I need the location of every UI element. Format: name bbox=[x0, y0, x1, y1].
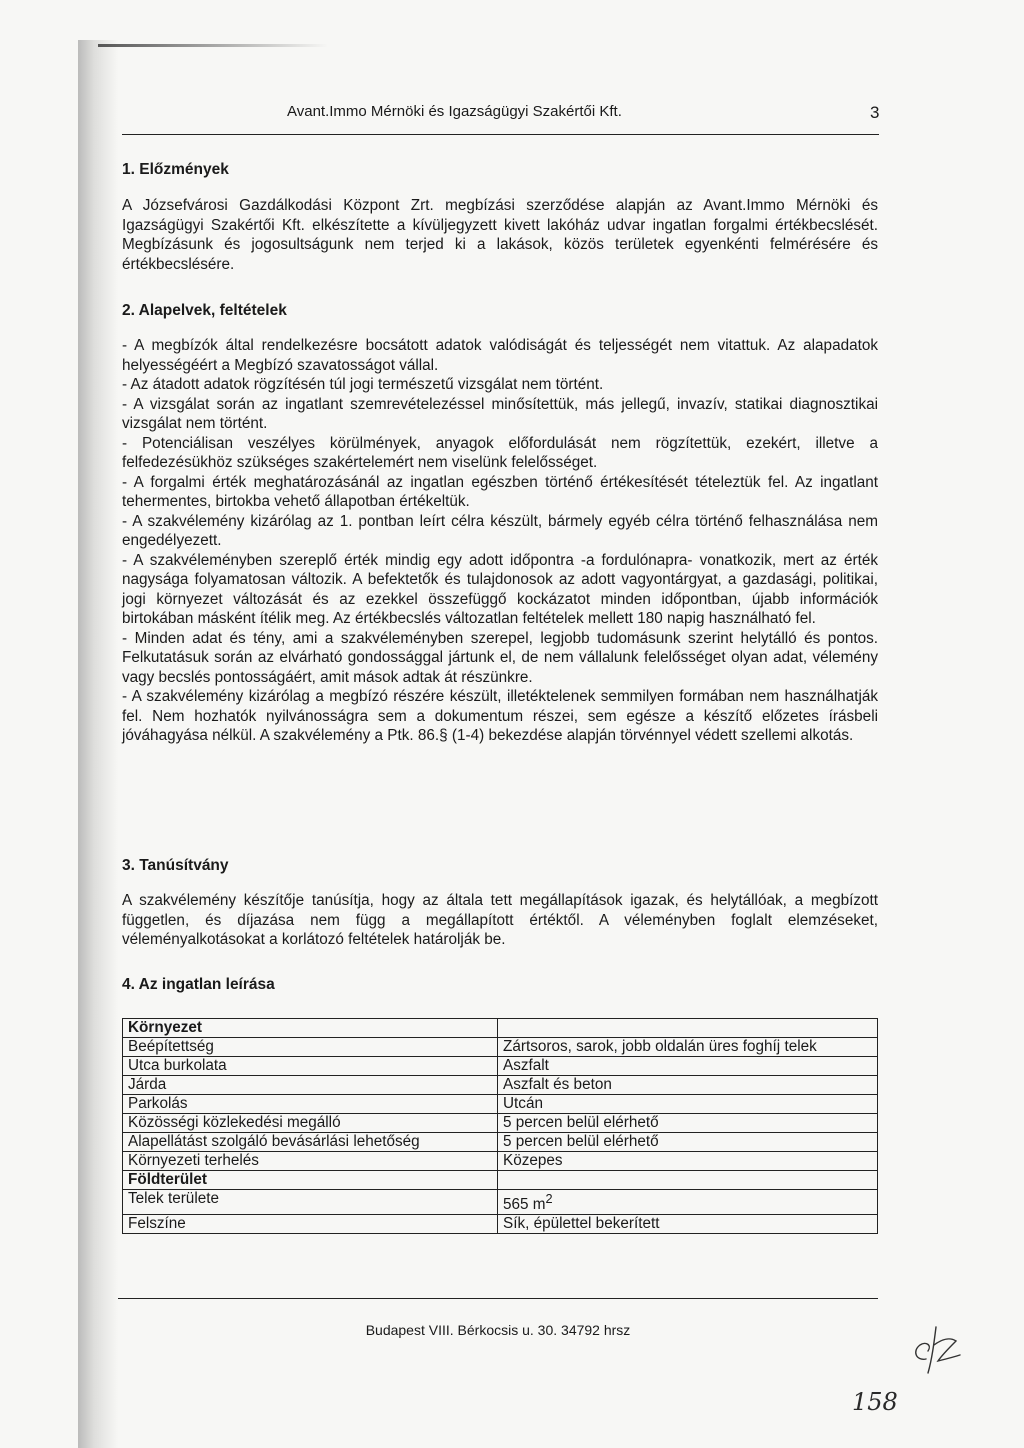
table-cell-label: Parkolás bbox=[123, 1095, 498, 1114]
footer-address: Budapest VIII. Bérkocsis u. 30. 34792 hrsz bbox=[365, 1322, 631, 1338]
list-item: - A megbízók által rendelkezésre bocsátott adatok valódiságát és teljességét nem vitattuk. Az alapadatok helyességéért a Megbízó szavatosságot vállal. bbox=[122, 337, 878, 374]
table-cell-value bbox=[498, 1171, 878, 1190]
section-3-text: A szakvélemény készítője tanúsítja, hogy az általa tett megállapítások igazak, és helytállóak, a megbízott független, és díjazása nem függ a megállapított értéktől. A véleményben foglalt elemzéseket, véleményalkotásokat a korlátozó feltételek határolják be. bbox=[122, 892, 878, 948]
table-cell-label: Járda bbox=[123, 1076, 498, 1095]
list-item: - A forgalmi érték meghatározásánál az ingatlan egészben történő értékesítését tételeztük fel. Az ingatlant tehermentes, birtokba vehető állapotban értékeltük. bbox=[122, 473, 878, 510]
list-item: - A vizsgálat során az ingatlant szemrevételezéssel minősítettük, más jellegű, invazív, statikai diagnosztikai vizsgálat nem történt. bbox=[122, 395, 878, 432]
list-item: - Az átadott adatok rögzítésén túl jogi természetű vizsgálat nem történt. bbox=[122, 376, 604, 393]
table-cell-value bbox=[498, 1190, 878, 1215]
table-cell-label: Beépítettség bbox=[123, 1038, 498, 1057]
footer-divider bbox=[118, 1298, 878, 1299]
scan-edge-shadow bbox=[78, 40, 118, 1448]
header-title: Avant.Immo Mérnöki és Igazságügyi Szakértői Kft. bbox=[287, 103, 622, 120]
table-cell-label: Környezet bbox=[123, 1019, 498, 1038]
section-2-heading: 2. Alapelvek, feltételek bbox=[122, 302, 287, 319]
scan-top-mark bbox=[98, 44, 328, 47]
signature-icon bbox=[898, 1315, 968, 1380]
table-cell-value: Sík, épülettel bekerített bbox=[498, 1215, 878, 1234]
table-cell-value: Zártsoros, sarok, jobb oldalán üres foghíj telek bbox=[498, 1038, 878, 1057]
table-cell-value: 5 percen belül elérhető bbox=[498, 1133, 878, 1152]
list-item: - A szakvéleményben szereplő érték mindig egy adott időpontra -a fordulónapra- vonatkozik, mert az érték nagysága folyamatosan változik. A befektetők és tulajdonosok az adott vagyontárgyat, a gazdasági, politikai, jogi környezet változását és az ezekkel összefüggő kockázatot minden időpontban, újabb információk birtokában másként ítélik meg. Az értékbecslés változatlan feltételek mellett 180 napig használható fel. bbox=[122, 551, 878, 627]
conditions-list bbox=[122, 336, 878, 746]
table-cell-label: Környezeti terhelés bbox=[123, 1152, 498, 1171]
table-row bbox=[123, 1095, 878, 1114]
header-divider bbox=[122, 134, 879, 135]
table-row bbox=[123, 1171, 878, 1190]
table-row bbox=[123, 1057, 878, 1076]
table-cell-value: Aszfalt bbox=[498, 1057, 878, 1076]
plot-area-value: 565 m bbox=[503, 1196, 546, 1214]
list-item: - A szakvélemény kizárólag a megbízó részére készült, illetéktelenek semmilyen formában nem használhatják fel. Nem hozhatók nyilvánosságra sem a dokumentum részei, sem egésze a készítő előzetes írásbeli jóváhagyása nélkül. A szakvélemény a Ptk. 86.§ (1-4) bekezdése alapján törvénnyel védett szellemi alkotás. bbox=[122, 688, 878, 744]
table-cell-label: Telek területe bbox=[123, 1190, 498, 1215]
table-row bbox=[123, 1076, 878, 1095]
table-row bbox=[123, 1114, 878, 1133]
page-footer bbox=[0, 1322, 1024, 1338]
table-cell-value: 5 percen belül elérhető bbox=[498, 1114, 878, 1133]
section-1-heading: 1. Előzmények bbox=[122, 161, 229, 178]
table-row bbox=[123, 1215, 878, 1234]
page-number: 3 bbox=[870, 103, 880, 122]
table-cell-value: Utcán bbox=[498, 1095, 878, 1114]
list-item: - Minden adat és tény, ami a szakvéleményben szerepel, legjobb tudomásunk szerint helytálló és pontos. Felkutatásuk során az elvárható gondossággal jártunk el, de nem vállalunk felelősséget olyan adat, vélemény vagy becslés pontosságáért, amit mások adtak át részünkre. bbox=[122, 629, 878, 686]
table-row bbox=[123, 1133, 878, 1152]
table-row bbox=[123, 1038, 878, 1057]
table-row bbox=[123, 1190, 878, 1215]
section-4-heading: 4. Az ingatlan leírása bbox=[122, 976, 275, 993]
list-item: - Potenciálisan veszélyes körülmények, anyagok előfordulását nem rögzítettük, ezekért, illetve a felfedezésükhöz szükséges szakértelemért nem viselünk felelősséget. bbox=[122, 434, 878, 471]
section-3-heading: 3. Tanúsítvány bbox=[122, 857, 229, 874]
table-cell-value: Aszfalt és beton bbox=[498, 1076, 878, 1095]
unit-superscript: 2 bbox=[545, 1191, 553, 1206]
table-cell-value: Közepes bbox=[498, 1152, 878, 1171]
handwritten-page-number: 158 bbox=[852, 1388, 898, 1416]
table-cell-value bbox=[498, 1019, 878, 1038]
table-cell-label: Alapellátást szolgáló bevásárlási lehetőség bbox=[123, 1133, 498, 1152]
table-cell-label: Földterület bbox=[123, 1171, 498, 1190]
table-row bbox=[123, 1019, 878, 1038]
property-table bbox=[122, 1018, 878, 1234]
section-1-text: A Józsefvárosi Gazdálkodási Központ Zrt. megbízási szerződése alapján az Avant.Immo Mérnöki és Igazságügyi Szakértői Kft. elkészítette a kívüljegyzett kivett lakóház udvar ingatlan forgalmi értékbecslését. Megbízásunk és jogosultságunk nem terjed ki a lakások, közös területek egyenkénti felmérésére és értékbecslésére. bbox=[122, 197, 878, 273]
list-item: - A szakvélemény kizárólag az 1. pontban leírt célra készült, bármely egyéb célra történő felhasználása nem engedélyezett. bbox=[122, 512, 878, 549]
table-cell-label: Utca burkolata bbox=[123, 1057, 498, 1076]
table-cell-label: Közösségi közlekedési megálló bbox=[123, 1114, 498, 1133]
table-row bbox=[123, 1152, 878, 1171]
table-cell-label: Felszíne bbox=[123, 1215, 498, 1234]
